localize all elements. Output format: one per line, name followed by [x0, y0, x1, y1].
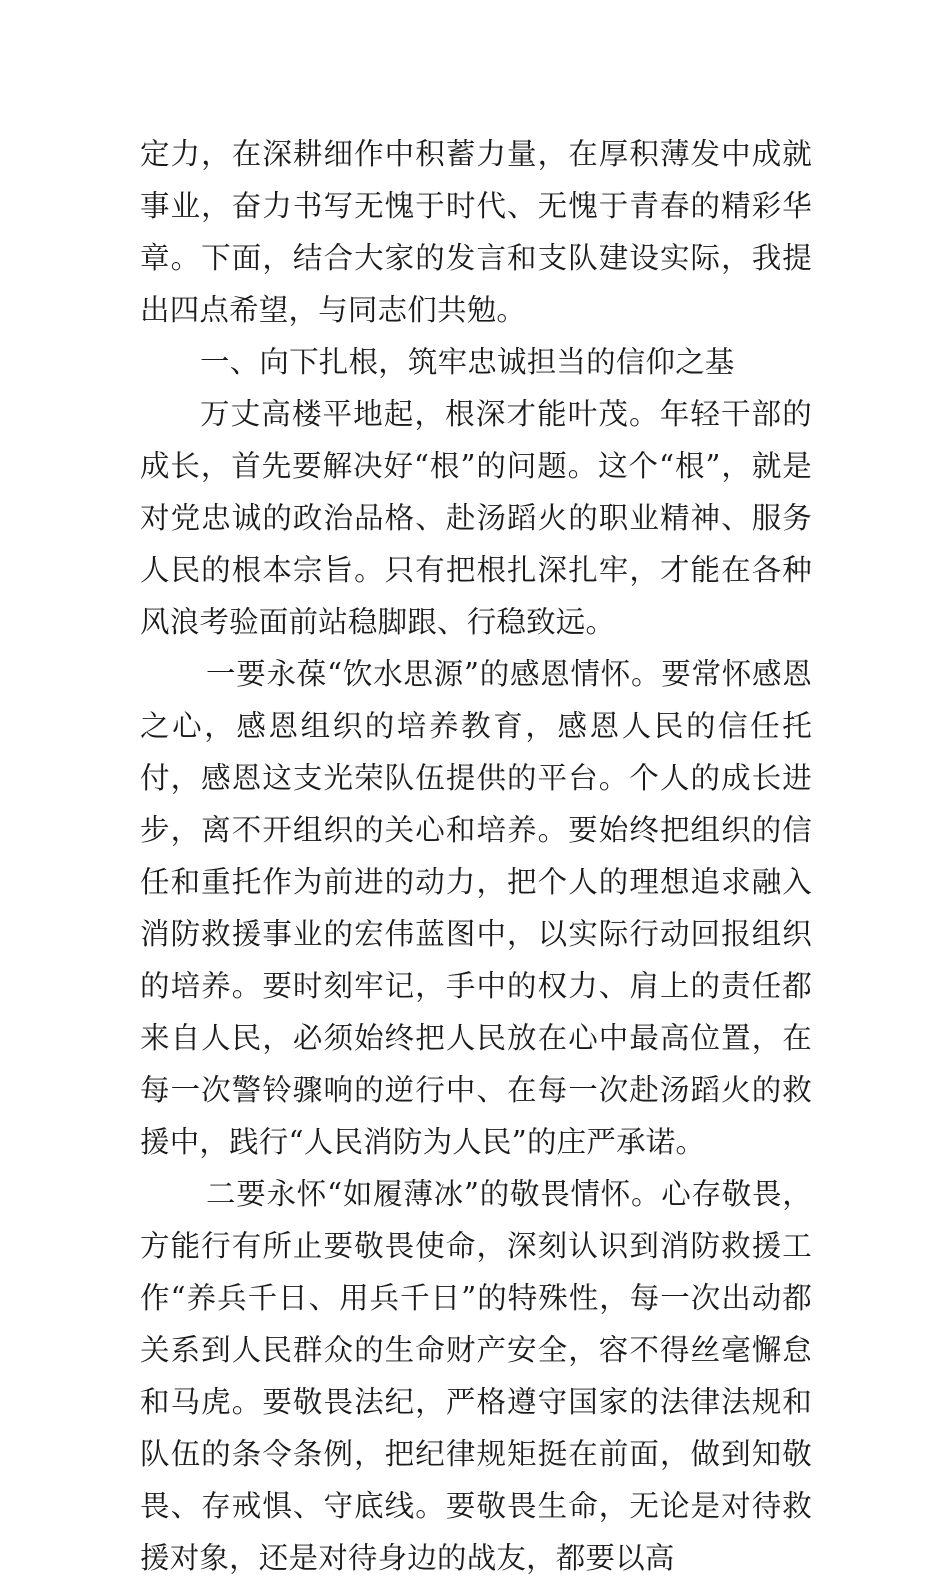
paragraph-intro-continued: 定力，在深耕细作中积蓄力量，在厚积薄发中成就事业，奋力书写无愧于时代、无愧于青春的精彩华章。下面，结合大家的发言和支队建设实际，我提出四点希望，与同志们共勉。: [140, 137, 812, 327]
paragraph-section-one-intro: 万丈高楼平地起，根深才能叶茂。年轻干部的成长，首先要解决好“根”的问题。这个“根”，就是对党忠诚的政治品格、赴汤蹈火的职业精神、服务人民的根本宗旨。只有把根扎深扎牢，才能在各种风浪考验面前站稳脚跟、行稳致远。: [140, 397, 812, 639]
paragraph-point-two: 二要永怀“如履薄冰”的敬畏情怀。心存敬畏，方能行有所止要敬畏使命，深刻认识到消防救援工作“养兵千日、用兵千日”的特殊性，每一次出动都关系到人民群众的生命财产安全，容不得丝毫懈怠和马虎。要敬畏法纪，严格遵守国家的法律法规和队伍的条令条例，把纪律规矩挺在前面，做到知敬畏、存戒惧、守底线。要敬畏生命，无论是对待救援对象，还是对待身边的战友，都要以高: [140, 1177, 812, 1575]
paragraph-point-one: 一要永葆“饮水思源”的感恩情怀。要常怀感恩之心，感恩组织的培养教育，感恩人民的信任托付，感恩这支光荣队伍提供的平台。个人的成长进步，离不开组织的关心和培养。要始终把组织的信任和重托作为前进的动力，把个人的理想追求融入消防救援事业的宏伟蓝图中，以实际行动回报组织的培养。要时刻牢记，手中的权力、肩上的责任都来自人民，必须始终把人民放在心中最高位置，在每一次警铃骤响的逆行中、在每一次赴汤蹈火的救援中，践行“人民消防为人民”的庄严承诺。: [140, 657, 812, 1159]
document-text-column: [140, 128, 812, 1584]
heading-section-one: 一、向下扎根，筑牢忠诚担当的信仰之基: [200, 345, 735, 379]
